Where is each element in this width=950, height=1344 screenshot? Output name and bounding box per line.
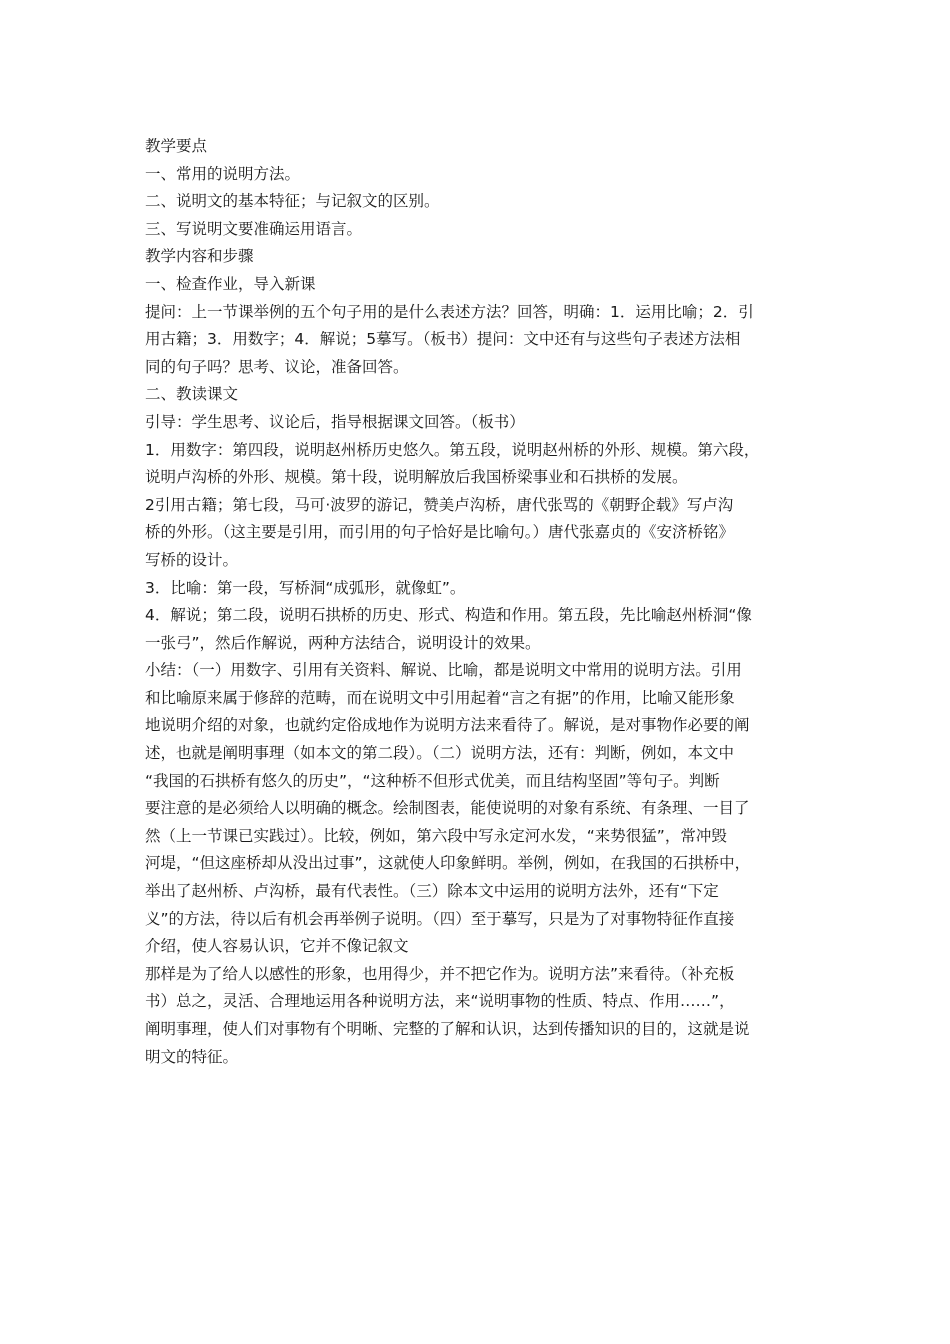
text-line: 二、教读课文 [145, 385, 239, 404]
text-line: 阐明事理，使人们对事物有个明晰、完整的了解和认识，达到传播知识的目的，这就是说 [145, 1020, 750, 1038]
text-line: 引导：学生思考、议论后，指导根据课文回答。（板书） [145, 412, 525, 431]
text-line: 同的句子吗？思考、议论，准备回答。 [145, 357, 409, 376]
text-line: 述，也就是阐明事理（如本文的第二段）。（二）说明方法，还有：判断，例如，本文中 [145, 744, 735, 763]
text-line: 书）总之，灵活、合理地运用各种说明方法，来“说明事物的性质、特点、作用……”， [145, 992, 735, 1011]
section-heading: 教学内容和步骤 [145, 247, 254, 266]
text-line: “我国的石拱桥有悠久的历史”，“这种桥不但形式优美，而且结构坚固”等句子。判断 [145, 771, 720, 790]
text-line: 一、常用的说明方法。 [145, 164, 301, 183]
text-line: 4．解说；第二段，说明石拱桥的历史、形式、构造和作用。第五段，先比喻赵州桥洞“像 [145, 606, 752, 625]
text-line: 二、说明文的基本特征；与记叙文的区别。 [145, 192, 440, 211]
text-line: 和比喻原来属于修辞的范畴，而在说明文中引用起着“言之有据”的作用，比喻又能形象 [145, 688, 735, 707]
text-line: 地说明介绍的对象，也就约定俗成地作为说明方法来看待了。解说，是对事物作必要的阐 [145, 716, 750, 735]
text-line: 然（上一节课已实践过）。比较，例如，第六段中写永定河水发，“来势很猛”，常冲毁 [145, 826, 727, 845]
text-line: 河堤，“但这座桥却从没出过事”，这就使人印象鲜明。举例，例如，在我国的石拱桥中， [145, 854, 751, 873]
text-line: 举出了赵州桥、卢沟桥，最有代表性。（三）除本文中运用的说明方法外，还有“下定 [145, 882, 719, 901]
text-line: 写桥的设计。 [145, 550, 239, 569]
text-line: 2引用古籍；第七段，马可·波罗的游记，赞美卢沟桥，唐代张骂的《朝野企载》写卢沟 [145, 495, 734, 514]
text-line: 提问：上一节课举例的五个句子用的是什么表述方法？回答，明确：1．运用比喻；2．引 [145, 302, 754, 321]
text-line: 那样是为了给人以感性的形象，也用得少，并不把它作为。说明方法”来看待。（补充板 [145, 964, 735, 983]
text-line: 介绍，使人容易认识，它并不像记叙文 [145, 937, 409, 956]
text-line: 明文的特征。 [145, 1047, 239, 1066]
text-line: 小结：（一）用数字、引用有关资料、解说、比喻，都是说明文中常用的说明方法。引用 [145, 661, 742, 680]
document-body [145, 133, 810, 1071]
text-line: 要注意的是必须给人以明确的概念。绘制图表，能使说明的对象有系统、有条理、一目了 [145, 799, 750, 818]
text-line: 用古籍；3．用数字；4．解说；5摹写。（板书）提问：文中还有与这些句子表述方法相 [145, 330, 741, 349]
text-line: 说明卢沟桥的外形、规模。第十段，说明解放后我国桥梁事业和石拱桥的发展。 [145, 468, 688, 487]
text-line: 一张弓”，然后作解说，两种方法结合，说明设计的效果。 [145, 633, 541, 652]
text-line: 3．比喻：第一段，写桥洞“成弧形，就像虹”。 [145, 578, 466, 597]
text-line: 一、检查作业，导入新课 [145, 274, 316, 293]
text-line: 三、写说明文要准确运用语言。 [145, 219, 363, 238]
text-line: 义”的方法，待以后有机会再举例子说明。（四）至于摹写，只是为了对事物特征作直接 [145, 909, 735, 928]
text-line: 1．用数字：第四段，说明赵州桥历史悠久。第五段，说明赵州桥的外形、规模。第六段， [145, 440, 760, 459]
section-heading: 教学要点 [145, 137, 208, 155]
text-line: 桥的外形。（这主要是引用，而引用的句子恰好是比喻句。）唐代张嘉贞的《安济桥铭》 [145, 523, 735, 542]
